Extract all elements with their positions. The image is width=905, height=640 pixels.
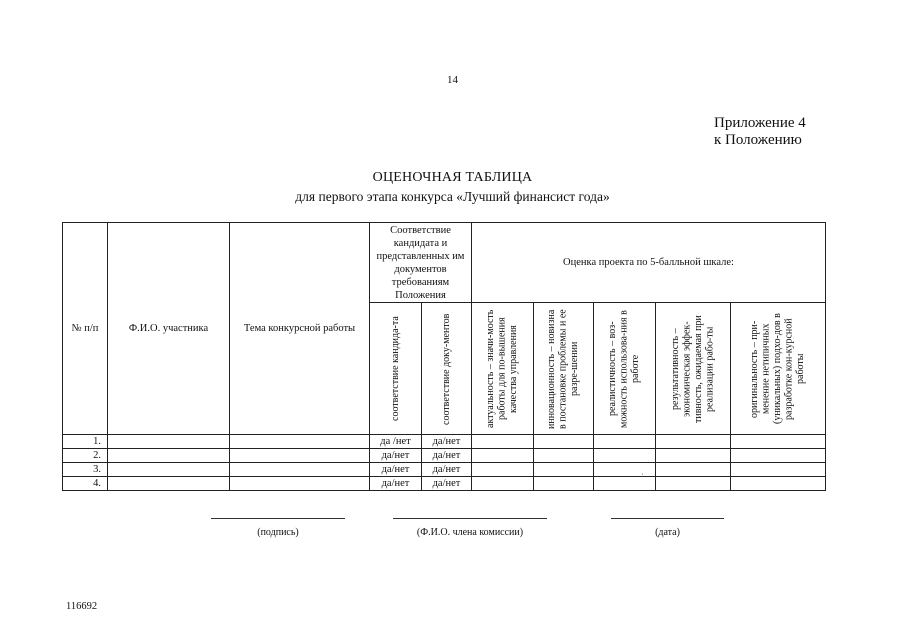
header-realism: реалистичность – воз-можность использова-ния в работе xyxy=(594,303,656,435)
documents-compliance-cell: да/нет xyxy=(422,477,472,491)
header-documents-compliance: соответствие доку-ментов xyxy=(422,303,472,435)
score-cell[interactable] xyxy=(534,435,594,449)
page-title: ОЦЕНОЧНАЯ ТАБЛИЦА xyxy=(372,170,533,185)
header-innovation: инновационность – новизна в постановке проблемы и ее разре-шении xyxy=(534,303,594,435)
candidate-compliance-cell: да/нет xyxy=(370,449,422,463)
header-participant-name: Ф.И.О. участника xyxy=(108,223,230,435)
work-topic-cell[interactable] xyxy=(230,435,370,449)
documents-compliance-cell: да/нет xyxy=(422,463,472,477)
score-cell[interactable] xyxy=(656,463,731,477)
score-cell[interactable] xyxy=(534,449,594,463)
score-cell[interactable] xyxy=(534,463,594,477)
header-relevance: актуальность – значи-мость работы для по-вышения качества управления xyxy=(472,303,534,435)
score-cell[interactable] xyxy=(656,477,731,491)
score-cell[interactable] xyxy=(731,449,826,463)
header-compliance: Соответствие кандидата и представленных им документов требованиям Положения xyxy=(370,223,472,303)
evaluation-table xyxy=(62,222,826,491)
table-row xyxy=(63,477,826,491)
table-row xyxy=(63,463,826,477)
score-cell[interactable] xyxy=(534,477,594,491)
candidate-compliance-cell: да/нет xyxy=(370,477,422,491)
score-cell[interactable] xyxy=(472,435,534,449)
header-candidate-compliance: соответствие кандида-та xyxy=(370,303,422,435)
score-cell[interactable] xyxy=(594,463,656,477)
header-number: № п/п xyxy=(63,223,108,435)
page-subtitle: для первого этапа конкурса «Лучший финансист года» xyxy=(295,189,610,204)
candidate-compliance-cell: да /нет xyxy=(370,435,422,449)
date-label: (дата) xyxy=(655,527,680,538)
page-number: 14 xyxy=(447,74,458,86)
score-cell[interactable] xyxy=(594,435,656,449)
documents-compliance-cell: да/нет xyxy=(422,435,472,449)
score-cell[interactable] xyxy=(656,449,731,463)
member-name-line xyxy=(393,518,547,519)
appendix-line-2: к Положению xyxy=(714,132,802,148)
candidate-compliance-cell: да/нет xyxy=(370,463,422,477)
header-work-topic: Тема конкурсной работы xyxy=(230,223,370,435)
member-name-label: (Ф.И.О. члена комиссии) xyxy=(416,527,524,538)
document-code: 116692 xyxy=(66,601,98,612)
score-cell[interactable] xyxy=(656,435,731,449)
signature-line xyxy=(211,518,345,519)
participant-name-cell[interactable] xyxy=(108,477,230,491)
score-cell[interactable] xyxy=(731,477,826,491)
participant-name-cell[interactable] xyxy=(108,449,230,463)
row-number: 3. xyxy=(63,463,108,477)
table-row xyxy=(63,449,826,463)
date-line xyxy=(611,518,724,519)
scan-speck: · xyxy=(641,470,644,479)
score-cell[interactable] xyxy=(594,449,656,463)
score-cell[interactable] xyxy=(594,477,656,491)
score-cell[interactable] xyxy=(472,477,534,491)
row-number: 2. xyxy=(63,449,108,463)
row-number: 4. xyxy=(63,477,108,491)
signature-label: (подпись) xyxy=(257,527,299,538)
header-effectiveness: результативность – экономическая эффек-тивность, ожидаемая при реализации рабо-ты xyxy=(656,303,731,435)
appendix-label xyxy=(714,115,806,149)
table-row xyxy=(63,435,826,449)
score-cell[interactable] xyxy=(472,463,534,477)
participant-name-cell[interactable] xyxy=(108,435,230,449)
documents-compliance-cell: да/нет xyxy=(422,449,472,463)
participant-name-cell[interactable] xyxy=(108,463,230,477)
work-topic-cell[interactable] xyxy=(230,449,370,463)
work-topic-cell[interactable] xyxy=(230,463,370,477)
appendix-line-1: Приложение 4 xyxy=(714,115,806,131)
header-evaluation: Оценка проекта по 5-балльной шкале: xyxy=(472,223,826,303)
score-cell[interactable] xyxy=(472,449,534,463)
score-cell[interactable] xyxy=(731,435,826,449)
score-cell[interactable] xyxy=(731,463,826,477)
work-topic-cell[interactable] xyxy=(230,477,370,491)
row-number: 1. xyxy=(63,435,108,449)
header-originality: оригинальность – при-менение нетипичных (уникальных) подхо-дов в разработке кон-курсной работы xyxy=(731,303,826,435)
